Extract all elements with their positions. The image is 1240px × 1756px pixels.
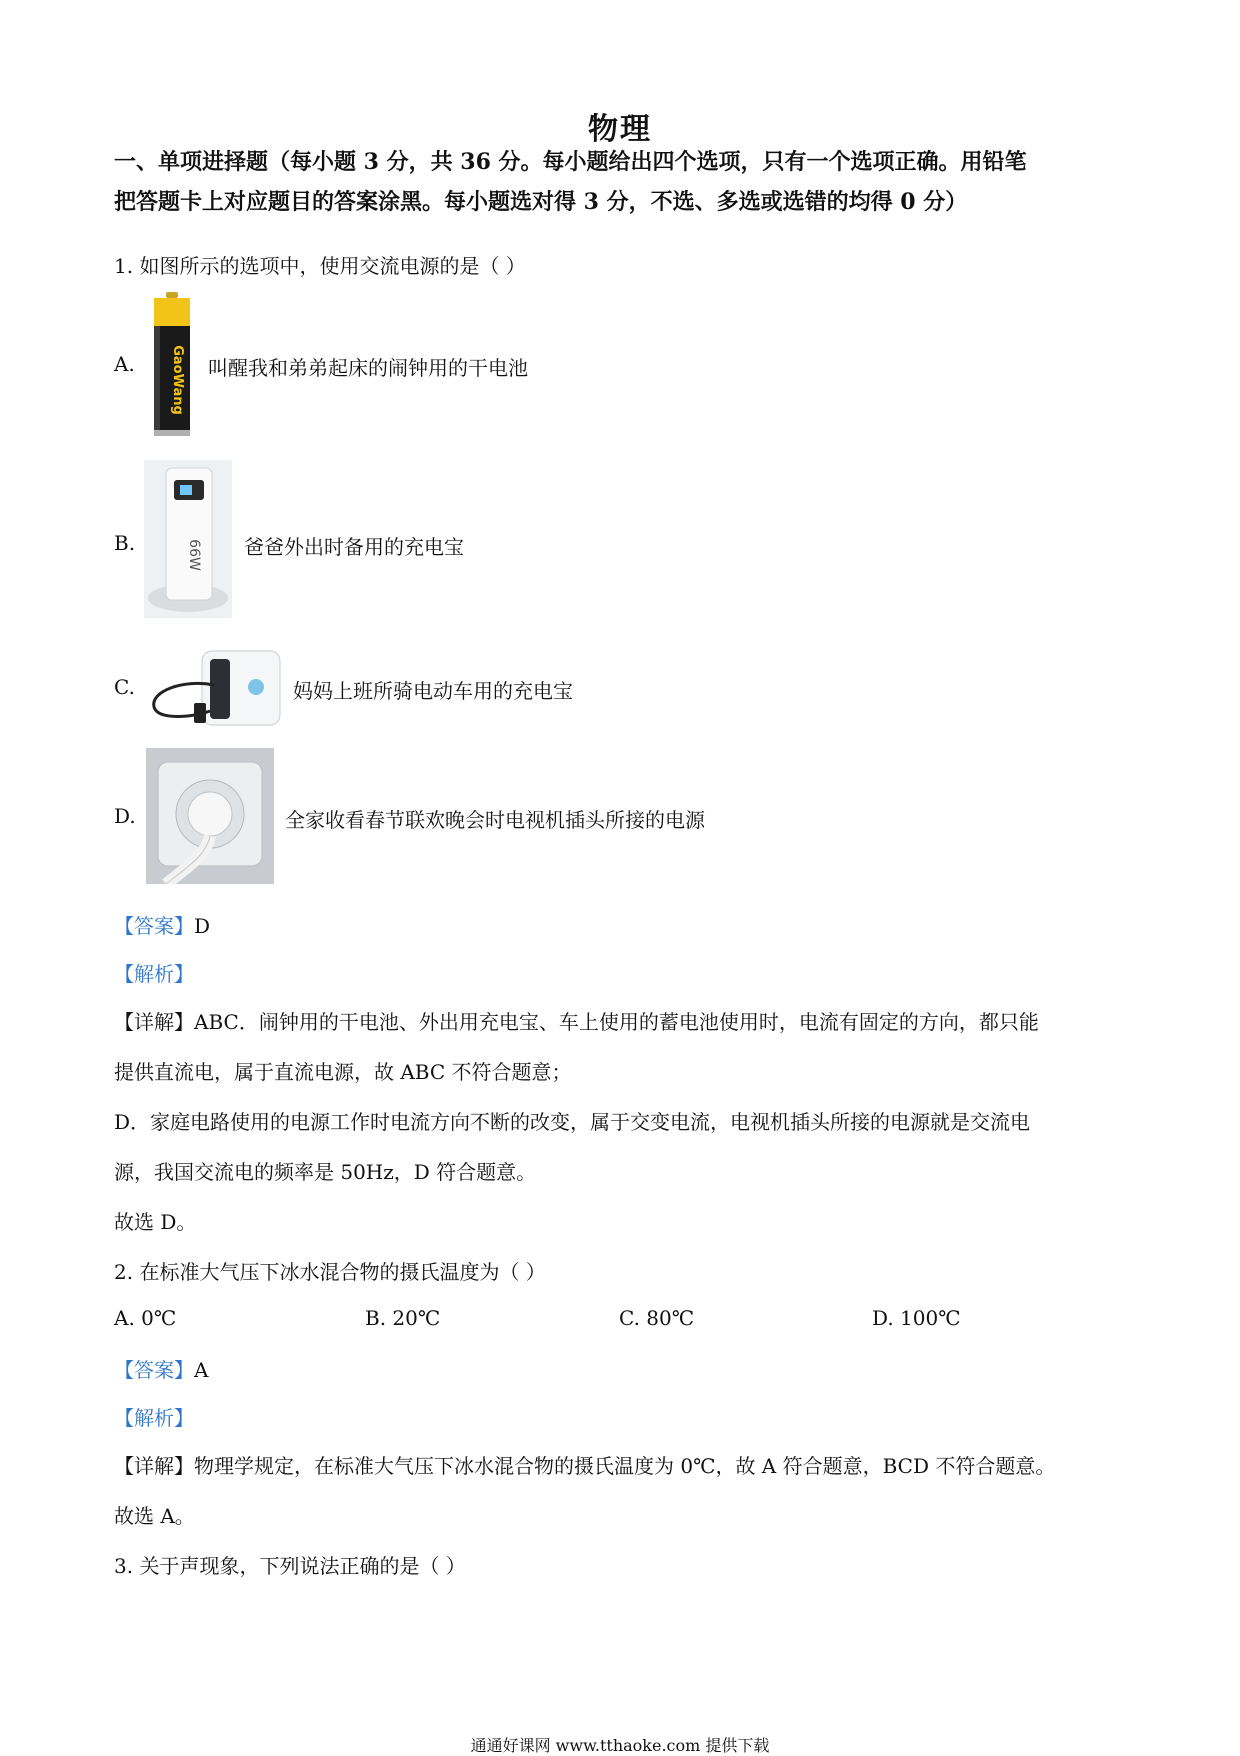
q2-option-c: C. 80℃ [619,1306,695,1330]
question-2-stem: 2. 在标准大气压下冰水混合物的摄氏温度为（ ） [114,1260,546,1284]
q1-detail-line3: D．家庭电路使用的电源工作时电流方向不断的改变，属于交变电流，电视机插头所接的电源就是交流电 [114,1110,1031,1134]
q2-detail-line [114,1450,1055,1479]
q2-option-d: D. 100℃ [872,1306,961,1330]
page-title: 物理 [588,112,652,147]
q2-answer-value: A [194,1358,209,1382]
q2-conclusion: 故选 A。 [114,1504,195,1528]
section-heading [114,142,1134,222]
q1-detail-line2: 提供直流电，属于直流电源，故 ABC 不符合题意； [114,1060,572,1084]
question-3-stem: 3. 关于声现象，下列说法正确的是（ ） [114,1554,466,1578]
section-heading-line2: 把答题卡上对应题目的答案涂黑。每小题选对得 3 分，不选、多选或选错的均得 0 分） [114,189,968,215]
power-bank-label: 66W [186,539,202,571]
q1-conclusion: 故选 D。 [114,1210,197,1234]
q1-answer-line [114,910,210,939]
ev-charger-icon [144,645,284,731]
q1-option-d-letter: D. [114,804,136,828]
battery-icon [148,290,196,440]
answer-tag: 【答案】 [114,1358,194,1382]
power-bank-icon [144,460,232,618]
q1-detail-line1 [114,1006,1039,1035]
q2-option-a: A. 0℃ [114,1306,177,1330]
q1-option-a-text: 叫醒我和弟弟起床的闹钟用的干电池 [208,356,528,380]
analysis-tag: 【解析】 [114,962,194,986]
q1-answer-value: D [194,914,211,938]
battery-brand-label: GaoWang [170,345,185,415]
q2-answer-line [114,1354,208,1383]
question-1-stem: 1. 如图所示的选项中，使用交流电源的是（ ） [114,254,526,278]
q1-option-c-text: 妈妈上班所骑电动车用的充电宝 [293,679,573,703]
detail-tag: 【详解】 [114,1010,194,1034]
q1-detail-line4: 源，我国交流电的频率是 50Hz，D 符合题意。 [114,1160,537,1184]
q2-option-b: B. 20℃ [365,1306,441,1330]
q1-option-a-letter: A. [114,352,135,376]
q1-option-c-letter: C. [114,675,135,699]
q1-detail-text1: ABC．闹钟用的干电池、外出用充电宝、车上使用的蓄电池使用时，电流有固定的方向，都只能 [194,1010,1039,1034]
answer-tag: 【答案】 [114,914,194,938]
wall-socket-icon [146,748,274,884]
page-footer: 通通好课网 www.tthaoke.com 提供下载 [470,1736,770,1755]
q1-option-b-letter: B. [114,531,136,555]
q2-detail-text: 物理学规定，在标准大气压下冰水混合物的摄氏温度为 0℃，故 A 符合题意，BCD 不符合题意。 [194,1454,1056,1478]
analysis-tag: 【解析】 [114,1406,194,1430]
section-heading-line1: 一、单项进择题（每小题 3 分，共 36 分。每小题给出四个选项，只有一个选项正确。用铅笔 [114,149,1027,175]
q1-option-d-text: 全家收看春节联欢晚会时电视机插头所接的电源 [285,808,705,832]
q1-option-b-text: 爸爸外出时备用的充电宝 [244,535,464,559]
detail-tag: 【详解】 [114,1454,194,1478]
